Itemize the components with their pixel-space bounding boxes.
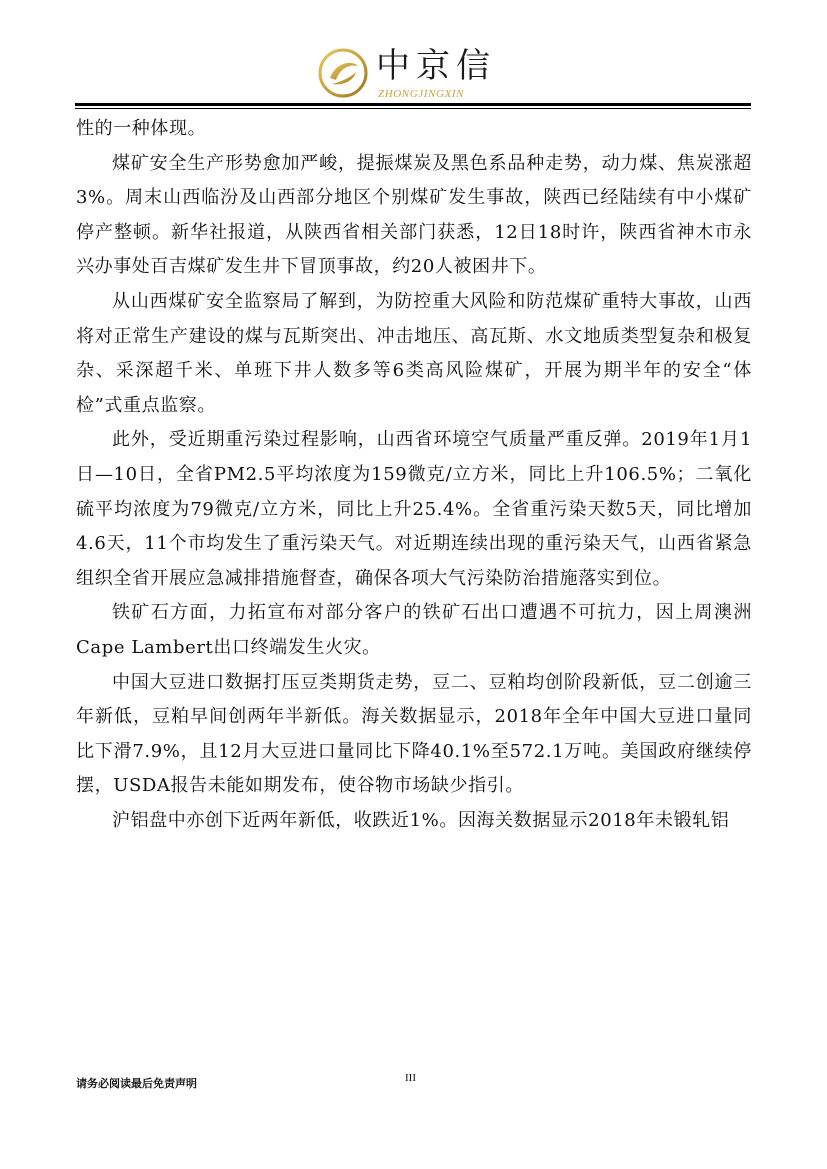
paragraph-shanxi-inspection: 从山西煤矿安全监察局了解到，为防控重大风险和防范煤矿重特大事故，山西将对正常生产建设的煤与瓦斯突出、冲击地压、高瓦斯、水文地质类型复杂和极复杂、采深超千米、单班下井人数多等6类高风险煤矿，开展为期半年的安全“体检”式重点监察。 <box>76 290 752 416</box>
header-rule-thin <box>75 108 751 109</box>
paragraph-iron-ore: 铁矿石方面，力拓宣布对部分客户的铁矿石出口遭遇不可抗力，因上周澳洲Cape Lambert出口终端发生火灾。 <box>76 602 752 658</box>
paragraph-continuation: 性的一种体现。 <box>76 118 207 139</box>
header-rule-thick <box>75 103 751 106</box>
brand-logo-icon <box>318 48 368 98</box>
brand-name-en: ZHONGJINGXIN <box>378 88 465 100</box>
paragraph-soybean: 中国大豆进口数据打压豆类期货走势，豆二、豆粕均创阶段新低，豆二创逾三年新低，豆粕早间创两年半新低。海关数据显示，2018年全年中国大豆进口量同比下滑7.9%，且12月大豆进口量同比下降40.1%至572.1万吨。美国政府继续停摆，USDA报告未能如期发布，使谷物市场缺少指引。 <box>76 671 752 797</box>
brand-name-cn: 中京信 <box>376 46 496 86</box>
paragraph-aluminum: 沪铝盘中亦创下近两年新低，收跌近1%。因海关数据显示2018年未锻轧铝 <box>112 809 730 831</box>
paragraph-pollution: 此外，受近期重污染过程影响，山西省环境空气质量严重反弹。2019年1月1日—10日，全省PM2.5平均浓度为159微克/立方米，同比上升106.5%；二氧化硫平均浓度为79微克/立方米，同比上升25.4%。全省重污染天数5天，同比增加4.6天，11个市均发生了重污染天气。对近期连续出现的重污染天气，山西省紧急组织全省开展应急减排措施督查，确保各项大气污染防治措施落实到位。 <box>76 429 752 589</box>
page-number: III <box>405 1072 416 1084</box>
paragraph-coal-safety: 煤矿安全生产形势愈加严峻，提振煤炭及黑色系品种走势，动力煤、焦炭涨超3%。周末山西临汾及山西部分地区个别煤矿发生事故，陕西已经陆续有中小煤矿停产整顿。新华社报道，从陕西省相关部门获悉，12日18时许，陕西省神木市永兴办事处百吉煤矿发生井下冒顶事故，约20人被困井下。 <box>76 152 752 278</box>
page-header <box>0 0 827 110</box>
document-body <box>76 112 752 838</box>
disclaimer-note: 请务必阅读最后免责声明 <box>76 1077 197 1090</box>
